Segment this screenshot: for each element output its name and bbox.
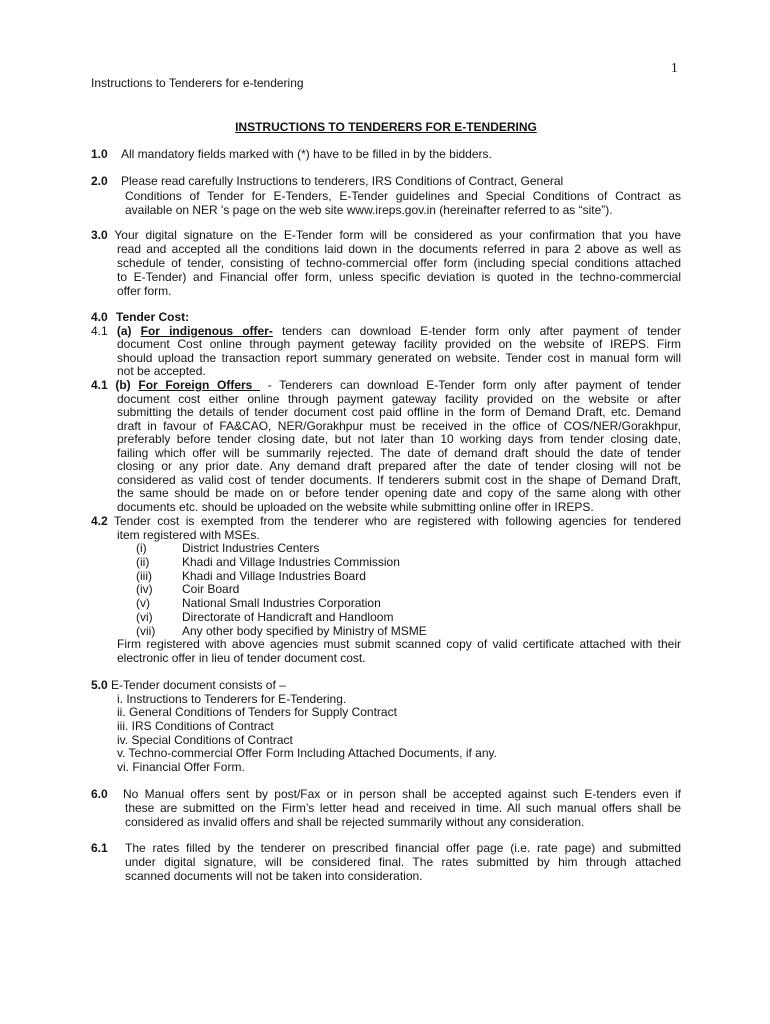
agency-name: National Small Industries Corporation: [182, 596, 381, 611]
clause-line: schedule of tender, consisting of techno-commercial offer form (including special conditions attached: [117, 256, 681, 270]
clause-6-1: [91, 841, 681, 883]
agency-list-item: [136, 625, 681, 639]
clause-line: should upload the transaction report summary generated on website. Tender cost in manual form will: [117, 350, 681, 365]
clause-line: offer form.: [117, 284, 172, 298]
document-list-item: i. Instructions to Tenderers for E-Tendering.: [117, 691, 347, 706]
clause-line: document Cost online through payment geteway facility provided on the website of IREPS. Firm: [117, 337, 681, 352]
clause-number: 4.1: [91, 378, 108, 392]
agency-name: District Industries Centers: [182, 541, 320, 556]
clause-number: 4.0: [91, 310, 108, 324]
clause-line: considered as invalid offers and shall be rejected summarily without any consideration.: [125, 815, 585, 829]
clause-number: 6.0: [91, 787, 108, 801]
agency-numeral: (iv): [136, 582, 153, 597]
clause-line: submitting the details of tender document cost paid offline in the form of Demand Draft, etc. Demand: [117, 405, 681, 420]
agency-numeral: (v): [136, 596, 150, 611]
clause-sub-label: (a): [116, 324, 132, 338]
clause-6-0: [91, 787, 681, 829]
agency-numeral: (i): [136, 541, 147, 556]
agency-name: Directorate of Handicraft and Handloom: [182, 609, 394, 624]
clause-3-0: [91, 228, 681, 298]
agency-list-item: [136, 570, 681, 584]
clause-line: to E-Tender) and Financial offer form, unless specific deviation is quoted in the techno-commercial: [117, 270, 681, 284]
clause-1-0: [91, 148, 681, 162]
clause-line: [91, 679, 681, 693]
agency-numeral: (vi): [136, 609, 153, 624]
clause-text: All mandatory fields marked with (*) have to be filled in by the bidders.: [121, 147, 492, 161]
clause-line: failing which offer will be summarily rejected. The date of demand draft should the date of tender: [117, 445, 681, 460]
agency-numeral: (vii): [136, 623, 156, 638]
agency-name: Khadi and Village Industries Commission: [182, 555, 400, 570]
running-header: Instructions to Tenderers for e-tendering: [91, 76, 304, 90]
agency-list-item: [136, 611, 681, 625]
document-list-item: v. Techno-commercial Offer Form Including Attached Documents, if any.: [117, 746, 497, 761]
agency-name: Coir Board: [182, 582, 240, 597]
clause-text: Tender cost is exempted from the tenderer who are registered with following agencies for tendered: [114, 514, 681, 528]
clause-line: closing or any prior date. Any demand draft prepared after the date of tender closing will not be: [117, 459, 681, 474]
agency-list-item: [136, 542, 681, 556]
clause-line: [91, 515, 681, 529]
clause-number: 6.1: [91, 841, 108, 855]
document-title: INSTRUCTIONS TO TENDERERS FOR E-TENDERING: [235, 120, 537, 134]
document-list-item: ii. General Conditions of Tenders for Supply Contract: [117, 705, 397, 720]
clause-4-0: [91, 311, 681, 325]
clause-text: No Manual offers sent by post/Fax or in person shall be accepted against such E-tenders even if: [123, 787, 681, 801]
page-number: 1: [671, 60, 678, 75]
clause-line: read and accepted all the conditions laid down in the documents referred in para 2 above as well as: [117, 242, 681, 256]
clause-2-0: [91, 174, 681, 218]
clause-note-line: Firm registered with above agencies must submit scanned copy of valid certificate attached with their: [117, 637, 681, 652]
clause-line: Conditions of Tender for E-Tenders, E-Tender guidelines and Special Conditions of Contract as: [125, 188, 681, 203]
clause-line: [91, 379, 681, 393]
clause-line: document cost either online through payment gateway facility provided on the website or after: [117, 391, 681, 406]
clause-number: 1.0: [91, 147, 108, 161]
clause-4-1-b: [91, 379, 681, 514]
document-list-item: vi. Financial Offer Form.: [117, 759, 245, 774]
clause-4-1-a: [91, 325, 681, 379]
agency-numeral: (ii): [136, 555, 150, 570]
clause-line: preferably before tender closing date, but not later than 10 working days from tender closing date,: [117, 432, 681, 447]
clause-line: [91, 174, 681, 189]
clause-note-line: electronic offer in lieu of tender document cost.: [117, 650, 366, 665]
clause-heading-text: Tender Cost:: [116, 310, 190, 324]
clause-text: Your digital signature on the E-Tender form will be considered as your confirmation that you have: [114, 228, 681, 242]
clause-line: considered as valid cost of tender documents. If tenderers submit cost in the shape of Demand Draft,: [117, 472, 681, 487]
clause-line: item registered with MSEs.: [117, 527, 260, 542]
clause-emphasis: For indigenous offer-: [140, 324, 273, 338]
clause-text: Please read carefully Instructions to tenderers, IRS Conditions of Contract, General: [121, 174, 564, 188]
clause-text: tenders can download E-tender form only after payment of tender: [282, 324, 682, 338]
clause-line: these are submitted on the Firm’s letter head and received in time. All such manual offers shall be: [125, 801, 681, 815]
clause-line: under digital signature, will be considered final. The rates submitted by him through attached: [125, 855, 681, 869]
clause-heading: [91, 311, 681, 325]
clause-emphasis: For Foreign Offers: [138, 378, 253, 392]
clause-number: 2.0: [91, 174, 108, 188]
clause-5-0: [91, 679, 681, 775]
clause-number: 4.2: [91, 514, 108, 528]
clause-text: The rates filled by the tenderer on prescribed financial offer page (i.e. rate page) and submitted: [125, 841, 681, 855]
clause-line: documents etc. should be uploaded on the website while submitting online offer in IREPS.: [117, 499, 594, 514]
clause-number: 5.0: [91, 678, 108, 692]
document-list-item: iv. Special Conditions of Contract: [117, 732, 293, 747]
agency-name: Any other body specified by Ministry of MSME: [182, 623, 427, 638]
clause-line: draft in favour of FA&CAO, NER/Gorakhpur must be received in the office of COS/NER/Gorakhpur,: [117, 418, 681, 433]
clause-line: not be accepted.: [117, 364, 206, 379]
agency-list-item: [136, 597, 681, 611]
agency-list-item: [136, 556, 681, 570]
clause-number: 4.1: [91, 324, 108, 338]
clause-text: - Tenderers can download E-Tender form only after payment of tender: [267, 378, 681, 392]
clause-number: 3.0: [91, 228, 108, 242]
clause-line: available on NER 's page on the web site www.ireps.gov.in (hereinafter referred to as “site”).: [125, 203, 613, 217]
clause-line: [91, 325, 681, 338]
agency-list-item: [136, 583, 681, 597]
clause-text: E-Tender document consists of –: [111, 678, 286, 692]
clause-line: scanned documents will not be taken into consideration.: [125, 869, 423, 883]
clause-line: [91, 148, 681, 162]
clause-line: [91, 228, 681, 242]
clause-line: the same should be made on or before tender opening date and copy of the same along with other: [117, 486, 681, 501]
agency-name: Khadi and Village Industries Board: [182, 568, 366, 583]
clause-line: [91, 787, 681, 801]
clause-4-2: [91, 515, 681, 666]
document-list-item: iii. IRS Conditions of Contract: [117, 718, 274, 733]
clause-line: [91, 841, 681, 855]
agency-numeral: (iii): [136, 568, 152, 583]
clause-sub-label: (b): [115, 378, 131, 392]
